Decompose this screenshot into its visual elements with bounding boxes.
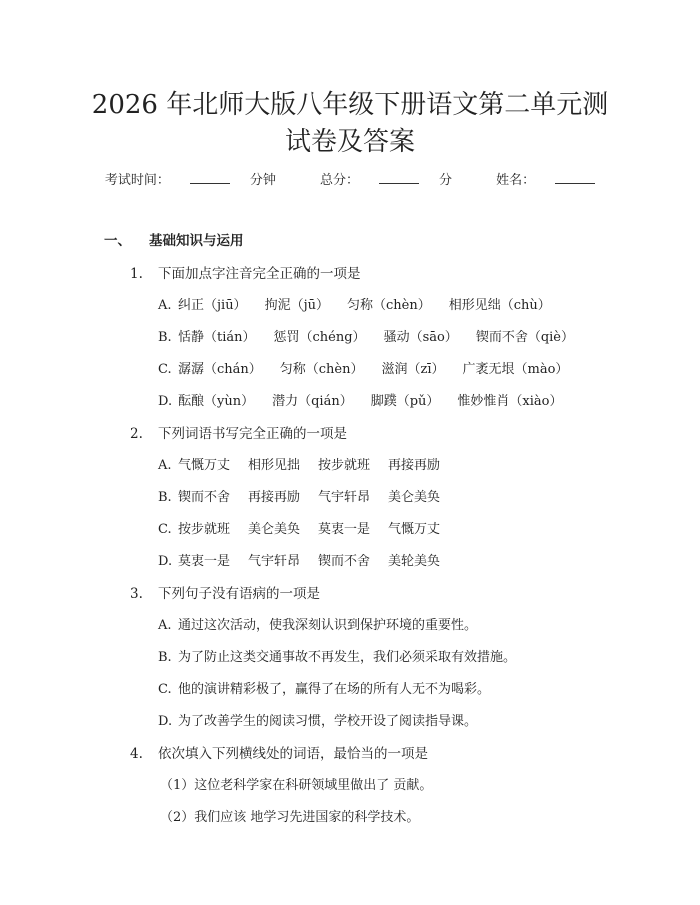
name-field: [486, 173, 605, 188]
option-2a: [158, 454, 458, 473]
option-word: 美轮美奂: [388, 554, 441, 569]
time-field: [95, 173, 286, 188]
name-label: 姓名：: [496, 173, 536, 188]
exam-info: [0, 169, 700, 188]
option-word: 按步就班: [318, 458, 371, 473]
question-text: 下列句子没有语病的一项是: [158, 586, 320, 602]
sub-item-2: （2）我们应该 地学习先进国家的科学技术。: [160, 810, 420, 825]
option-word: 广袤无垠（mào）: [462, 362, 569, 377]
option-word: 锲而不舍: [178, 490, 231, 505]
option-letter: A.: [158, 298, 172, 313]
time-label: 考试时间：: [104, 173, 170, 188]
option-word: 莫衷一是: [178, 554, 231, 569]
option-letter: B.: [158, 330, 172, 345]
score-label: 总分：: [319, 173, 359, 188]
option-word: 相形见绌（chù）: [448, 298, 551, 313]
sub-item-1: （1）这位老科学家在科研领域里做出了 贡献。: [160, 778, 433, 793]
score-field: [310, 173, 462, 188]
name-blank: [555, 171, 595, 184]
question-number: 3.: [130, 586, 143, 602]
option-word: 酝酿（yùn）: [178, 394, 255, 409]
score-unit: 分: [439, 173, 453, 188]
question-2: [130, 422, 347, 442]
option-word: 相形见拙: [248, 458, 301, 473]
option-3d: [158, 710, 477, 729]
option-word: 匀称（chèn）: [346, 298, 431, 313]
option-word: 气宇轩昂: [318, 490, 371, 505]
option-word: 气宇轩昂: [248, 554, 301, 569]
option-2c: [158, 518, 458, 537]
option-word: 锲而不舍: [318, 554, 371, 569]
option-letter: B.: [158, 490, 172, 505]
option-word: 脚蹼（pǔ）: [370, 394, 440, 409]
option-word: 滋润（zī）: [381, 362, 445, 377]
option-letter: C.: [158, 362, 172, 377]
option-sentence: 他的演讲精彩极了，赢得了在场的所有人无不为喝彩。: [178, 682, 491, 697]
question-text: 依次填入下列横线处的词语，最恰当的一项是: [158, 746, 428, 762]
option-2b: [158, 486, 458, 505]
option-1c: [158, 358, 586, 377]
option-word: 拘泥（jū）: [264, 298, 329, 313]
option-3a: [158, 614, 477, 633]
document-title-line1: 2026 年北师大版八年级下册语文第二单元测: [91, 90, 609, 120]
score-blank: [379, 171, 419, 184]
option-1d: [158, 390, 580, 409]
option-word: 气慨万丈: [388, 522, 441, 537]
option-word: 锲而不舍（qiè）: [475, 330, 574, 345]
option-word: 恬静（tián）: [178, 330, 256, 345]
question-text: 下列词语书写完全正确的一项是: [158, 426, 347, 442]
option-word: 骚动（sāo）: [383, 330, 458, 345]
option-letter: D.: [158, 554, 173, 569]
option-letter: A.: [158, 458, 172, 473]
time-unit: 分钟: [249, 173, 276, 188]
question-number: 2.: [130, 426, 143, 442]
question-3: [130, 582, 320, 602]
section-title: 基础知识与运用: [149, 233, 244, 249]
section-number: 一、: [104, 233, 131, 249]
option-letter: B.: [158, 650, 172, 665]
question-number: 1.: [130, 266, 143, 282]
option-word: 惟妙惟肖（xiào）: [457, 394, 563, 409]
option-letter: A.: [158, 618, 172, 633]
option-word: 再接再励: [388, 458, 441, 473]
option-word: 美仑美奂: [388, 490, 441, 505]
document-title-line2: 试卷及答案: [284, 127, 415, 157]
option-letter: C.: [158, 522, 172, 537]
option-1b: [158, 326, 592, 345]
question-number: 4.: [130, 746, 143, 762]
option-letter: C.: [158, 682, 172, 697]
option-letter: D.: [158, 394, 173, 409]
option-word: 纠正（jiū）: [178, 298, 247, 313]
section-heading: [104, 229, 244, 249]
option-letter: D.: [158, 714, 173, 729]
time-blank: [190, 171, 230, 184]
option-word: 美仑美奂: [248, 522, 301, 537]
option-word: 潜力（qián）: [272, 394, 353, 409]
question-text: 下面加点字注音完全正确的一项是: [158, 266, 361, 282]
option-2d: [158, 550, 458, 569]
option-sentence: 通过这次活动，使我深刻认识到保护环境的重要性。: [178, 618, 478, 633]
option-word: 惩罚（chéng）: [273, 330, 366, 345]
option-1a: [158, 294, 569, 313]
option-3c: [158, 678, 490, 697]
option-3b: [158, 646, 516, 665]
option-word: 匀称（chèn）: [279, 362, 364, 377]
question-1: [130, 262, 361, 282]
option-word: 按步就班: [178, 522, 231, 537]
option-word: 气慨万丈: [178, 458, 231, 473]
option-word: 潺潺（chán）: [178, 362, 262, 377]
question-4: [130, 742, 428, 762]
option-word: 莫衷一是: [318, 522, 371, 537]
option-sentence: 为了防止这类交通事故不再发生，我们必须采取有效措施。: [178, 650, 517, 665]
option-word: 再接再励: [248, 490, 301, 505]
option-sentence: 为了改善学生的阅读习惯，学校开设了阅读指导课。: [178, 714, 478, 729]
